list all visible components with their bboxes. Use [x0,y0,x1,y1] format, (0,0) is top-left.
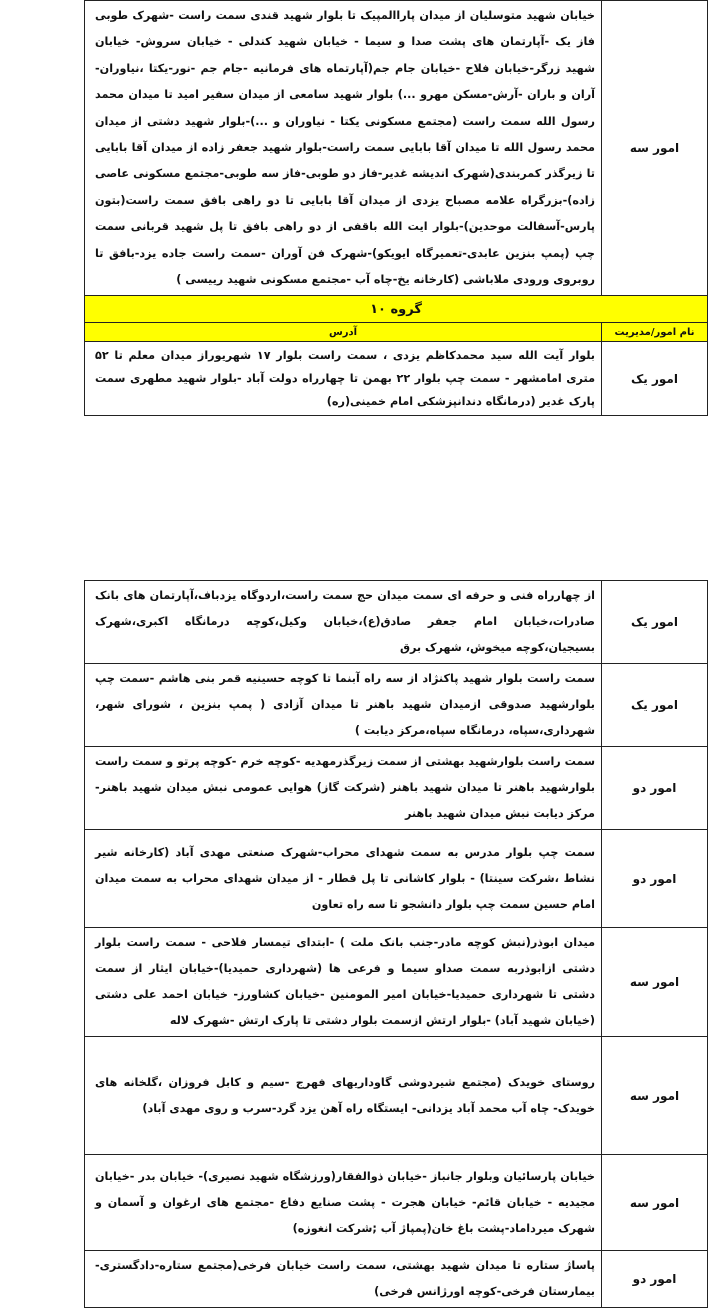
address-cell: از چهارراه فنی و حرفه ای سمت میدان حج سمت راست،اردوگاه یزدباف،آپارتمان های بانک صادرات،خیابان امام جعفر صادق(ع)،خیابان وکیل،کوچه درمانگاه اکبری،شهرک بسیجیان،کوچه میخوش، شهرک برق [85,581,602,664]
table-row [85,1037,708,1155]
table-row [85,581,708,664]
address-cell: سمت راست بلوارشهید بهشتی از سمت زیرگذرمهدیه -کوچه خرم -کوچه پرتو و سمت راست بلوارشهید باهنر تا میدان شهید باهنر (شرکت گاز) هوایی عمومی نبش میدان شهید باهنر-مرکز دیابت نبش میدان شهید باهنر [85,747,602,830]
management-name: امور یک [602,342,708,416]
group-title: گروه ۱۰ [85,296,708,323]
management-name: امور سه [602,1,708,296]
management-name: امور یک [602,581,708,664]
management-name: امور یک [602,664,708,747]
table-row [85,928,708,1037]
address-cell: بلوار آیت الله سید محمدکاظم یزدی ، سمت راست بلوار ۱۷ شهریوراز میدان معلم تا ۵۲ متری امامشهر - سمت چپ بلوار ۲۲ بهمن تا چهارراه دولت آباد -بلوار شهید مطهری سمت پارک غدیر (درمانگاه دندانپزشکی امام خمینی(ره) [85,342,602,416]
management-name: امور سه [602,928,708,1037]
table-row [85,830,708,928]
management-name: امور دو [602,1251,708,1308]
table-row [85,747,708,830]
address-cell: خیابان شهید متوسلیان از میدان پاراالمپیک تا بلوار شهید قندی سمت راست -شهرک طوبی فاز یک -آپارتمان های پشت صدا و سیما - خیابان شهید کندلی - خیابان سروش- خیابان شهید زرگر-خیابان فلاح -خیابان جام جم(آپارتماه های فرمانیه -جام جم -نور-یکتا ،نیاوران-آران و باران -آرش-مسکن مهرو ...) بلوار شهید سامعی از میدان سفیر امید تا میدان محمد رسول الله سمت راست (مجتمع مسکونی یکتا - نیاوران و ...)-بلوار شهید دشتی از میدان محمد رسول الله تا میدان آقا بابایی سمت راست-بلوار شهید جعفر زاده از میدان آقا بابایی تا زیرگذر کمربندی(شهرک اندیشه غدیر-فاز دو طوبی-فاز سه طوبی-مجتمع مسکونی عاصی زاده)-بزرگراه علامه مصباح یزدی از میدان آقا بابایی تا دو راهی بافق سمت راست(بتون پارس-آسفالت موحدین)-بلوار ایت الله باقفی از دو راهی بافق تا پل شهید قربانی سمت چپ (پمپ بنزین عابدی-تعمیرگاه ایویکو)-شهرک فن آوران -سمت راست جاده یزد-بافق تا روبروی ورودی ملاباشی (کارخانه یخ-چاه آب -مجتمع مسکونی شهید رییسی ) [85,1,602,296]
table-row [85,1251,708,1308]
address-cell: سمت چپ بلوار مدرس به سمت شهدای محراب-شهرک صنعتی مهدی آباد (کارخانه شیر نشاط ،شرکت سینتا) - بلوار کاشانی تا پل قطار - از میدان شهدای محراب به سمت میدان امام حسین سمت چپ بلوار دانشجو تا سه راه تعاون [85,830,602,928]
table-header-row [85,323,708,342]
address-table-top [84,0,708,416]
table-row [85,1,708,296]
address-cell: خیابان پارسائیان وبلوار جانباز -خیابان ذوالفقار(ورزشگاه شهید نصیری)- خیابان بدر -خیابان مجیدیه - خیابان قائم- خیابان هجرت - پشت صنایع دفاع -مجتمع های ارغوان و آسمان و شهرک میرداماد-پشت باغ خان(پمپاژ آب ;شرکت انغوزه) [85,1155,602,1251]
table-row [85,1155,708,1251]
management-name: امور دو [602,830,708,928]
table-row [85,664,708,747]
address-cell: میدان ابوذر(نبش کوچه مادر-جنب بانک ملت ) -ابتدای تیمسار فلاحی - سمت راست بلوار دشتی ازابوذربه سمت صداو سیما و فرعی ها (شهرداری حمیدیا)-خیابان ایثار از سمت دشتی تا شهرداری حمیدیا-خیابان امیر المومنین -خیابان کشاورز- خیابان احمد علی دشتی (خیابان شهید آباد) -بلوار ارتش ازسمت بلوار دشتی تا پارک ارتش -شهرک لاله [85,928,602,1037]
management-name: امور سه [602,1155,708,1251]
management-name: امور دو [602,747,708,830]
address-cell: روستای خویدک (مجتمع شیردوشی گاوداریهای فهرج -سیم و کابل فروزان ،گلخانه های خویدک- چاه آب محمد آباد یزدانی- ایستگاه راه آهن یزد گرد-سرب و روی مهدی آباد) [85,1037,602,1155]
address-cell: سمت راست بلوار شهید پاکنژاد از سه راه آبنما تا کوچه حسینیه قمر بنی هاشم -سمت چپ بلوارشهید صدوقی ازمیدان شهید باهنر تا میدان آزادی ( پمپ بنزین ، شورای شهر، شهرداری،سپاه، درمانگاه سپاه،مرکز دیابت ) [85,664,602,747]
table-row [85,342,708,416]
header-name: نام امور/مدیریت [602,323,708,342]
address-cell: پاساژ ستاره تا میدان شهید بهشتی، سمت راست خیابان فرخی(مجتمع ستاره-دادگستری-بیمارستان فرخی-کوچه اورژانس فرخی) [85,1251,602,1308]
header-address: آدرس [85,323,602,342]
address-table-bottom [84,580,708,1308]
management-name: امور سه [602,1037,708,1155]
group-title-row [85,296,708,323]
